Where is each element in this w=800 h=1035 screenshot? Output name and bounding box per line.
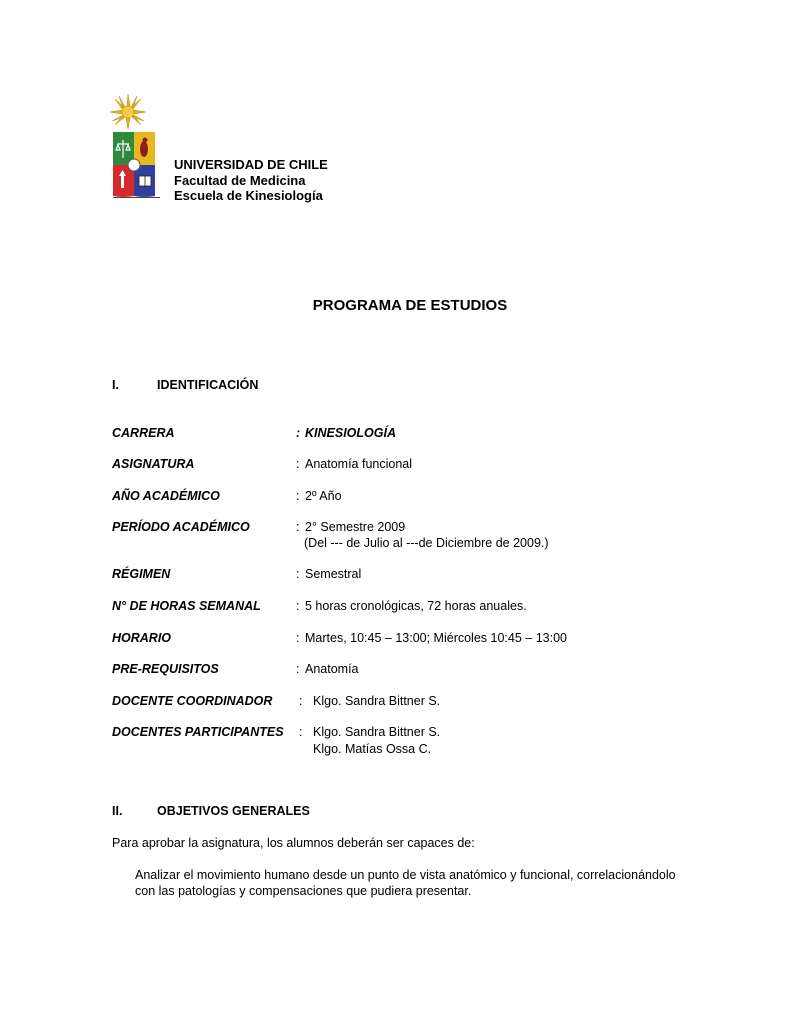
section-1-number: I.	[112, 378, 119, 392]
field-horario-value: Martes, 10:45 – 13:00; Miércoles 10:45 – 13:00	[305, 631, 567, 645]
field-periodo-colon: :	[296, 520, 300, 534]
field-horas-colon: :	[296, 599, 300, 613]
field-prereq-value: Anatomía	[305, 662, 359, 676]
field-carrera-value: KINESIOLOGÍA	[305, 426, 396, 440]
objective-line-2: con las patologías y compensaciones que pudiera presentar.	[135, 884, 472, 898]
field-regimen-value: Semestral	[305, 567, 362, 581]
faculty-name: Facultad de Medicina	[174, 172, 306, 188]
field-prereq-colon: :	[296, 662, 300, 676]
field-coordinador-colon: :	[299, 694, 303, 708]
field-asignatura-value: Anatomía funcional	[305, 457, 413, 471]
field-periodo-value: 2° Semestre 2009	[305, 520, 406, 534]
field-participantes-label: DOCENTES PARTICIPANTES	[112, 725, 284, 739]
field-anio-value: 2º Año	[305, 489, 342, 503]
field-participantes-value-2: Klgo. Matías Ossa C.	[313, 742, 432, 756]
field-periodo-label: PERÍODO ACADÉMICO	[112, 520, 250, 534]
field-horas-label: N° DE HORAS SEMANAL	[112, 599, 261, 613]
school-name: Escuela de Kinesiología	[174, 188, 323, 203]
document-title: PROGRAMA DE ESTUDIOS	[312, 297, 508, 314]
sun-star-icon	[110, 94, 146, 129]
field-asignatura-colon: :	[296, 457, 300, 471]
field-horas-value: 5 horas cronológicas, 72 horas anuales.	[305, 599, 527, 613]
section-2-title: OBJETIVOS GENERALES	[157, 804, 310, 818]
book-icon	[139, 176, 151, 186]
objective-line-1: Analizar el movimiento humano desde un punto de vista anatómico y funcional, correlacionándolo	[135, 868, 676, 882]
field-regimen-colon: :	[296, 567, 300, 581]
field-carrera-colon: :	[296, 426, 301, 440]
objective-paragraph	[135, 867, 676, 899]
university-coat-of-arms	[110, 94, 160, 204]
field-coordinador-label: DOCENTE COORDINADOR	[112, 694, 273, 708]
section-1-title: IDENTIFICACIÓN	[157, 378, 259, 392]
field-horario-colon: :	[296, 631, 300, 645]
field-carrera-label: CARRERA	[112, 426, 175, 440]
field-asignatura-label: ASIGNATURA	[112, 457, 195, 471]
field-horario-label: HORARIO	[112, 631, 172, 645]
field-participantes-colon: :	[299, 725, 303, 739]
university-name: UNIVERSIDAD DE CHILE	[174, 157, 328, 172]
section-2-number: II.	[112, 804, 123, 818]
objectives-intro: Para aprobar la asignatura, los alumnos deberán ser capaces de:	[112, 836, 475, 850]
field-periodo-value-detail: (Del --- de Julio al ---de Diciembre de 2009.)	[304, 536, 549, 550]
field-participantes-value: Klgo. Sandra Bittner S.	[313, 725, 441, 739]
field-prereq-label: PRE-REQUISITOS	[112, 662, 219, 676]
field-anio-label: AÑO ACADÉMICO	[112, 489, 220, 503]
field-regimen-label: RÉGIMEN	[112, 567, 171, 581]
field-anio-colon: :	[296, 489, 300, 503]
institution-header	[174, 157, 328, 204]
field-coordinador-value: Klgo. Sandra Bittner S.	[313, 694, 441, 708]
